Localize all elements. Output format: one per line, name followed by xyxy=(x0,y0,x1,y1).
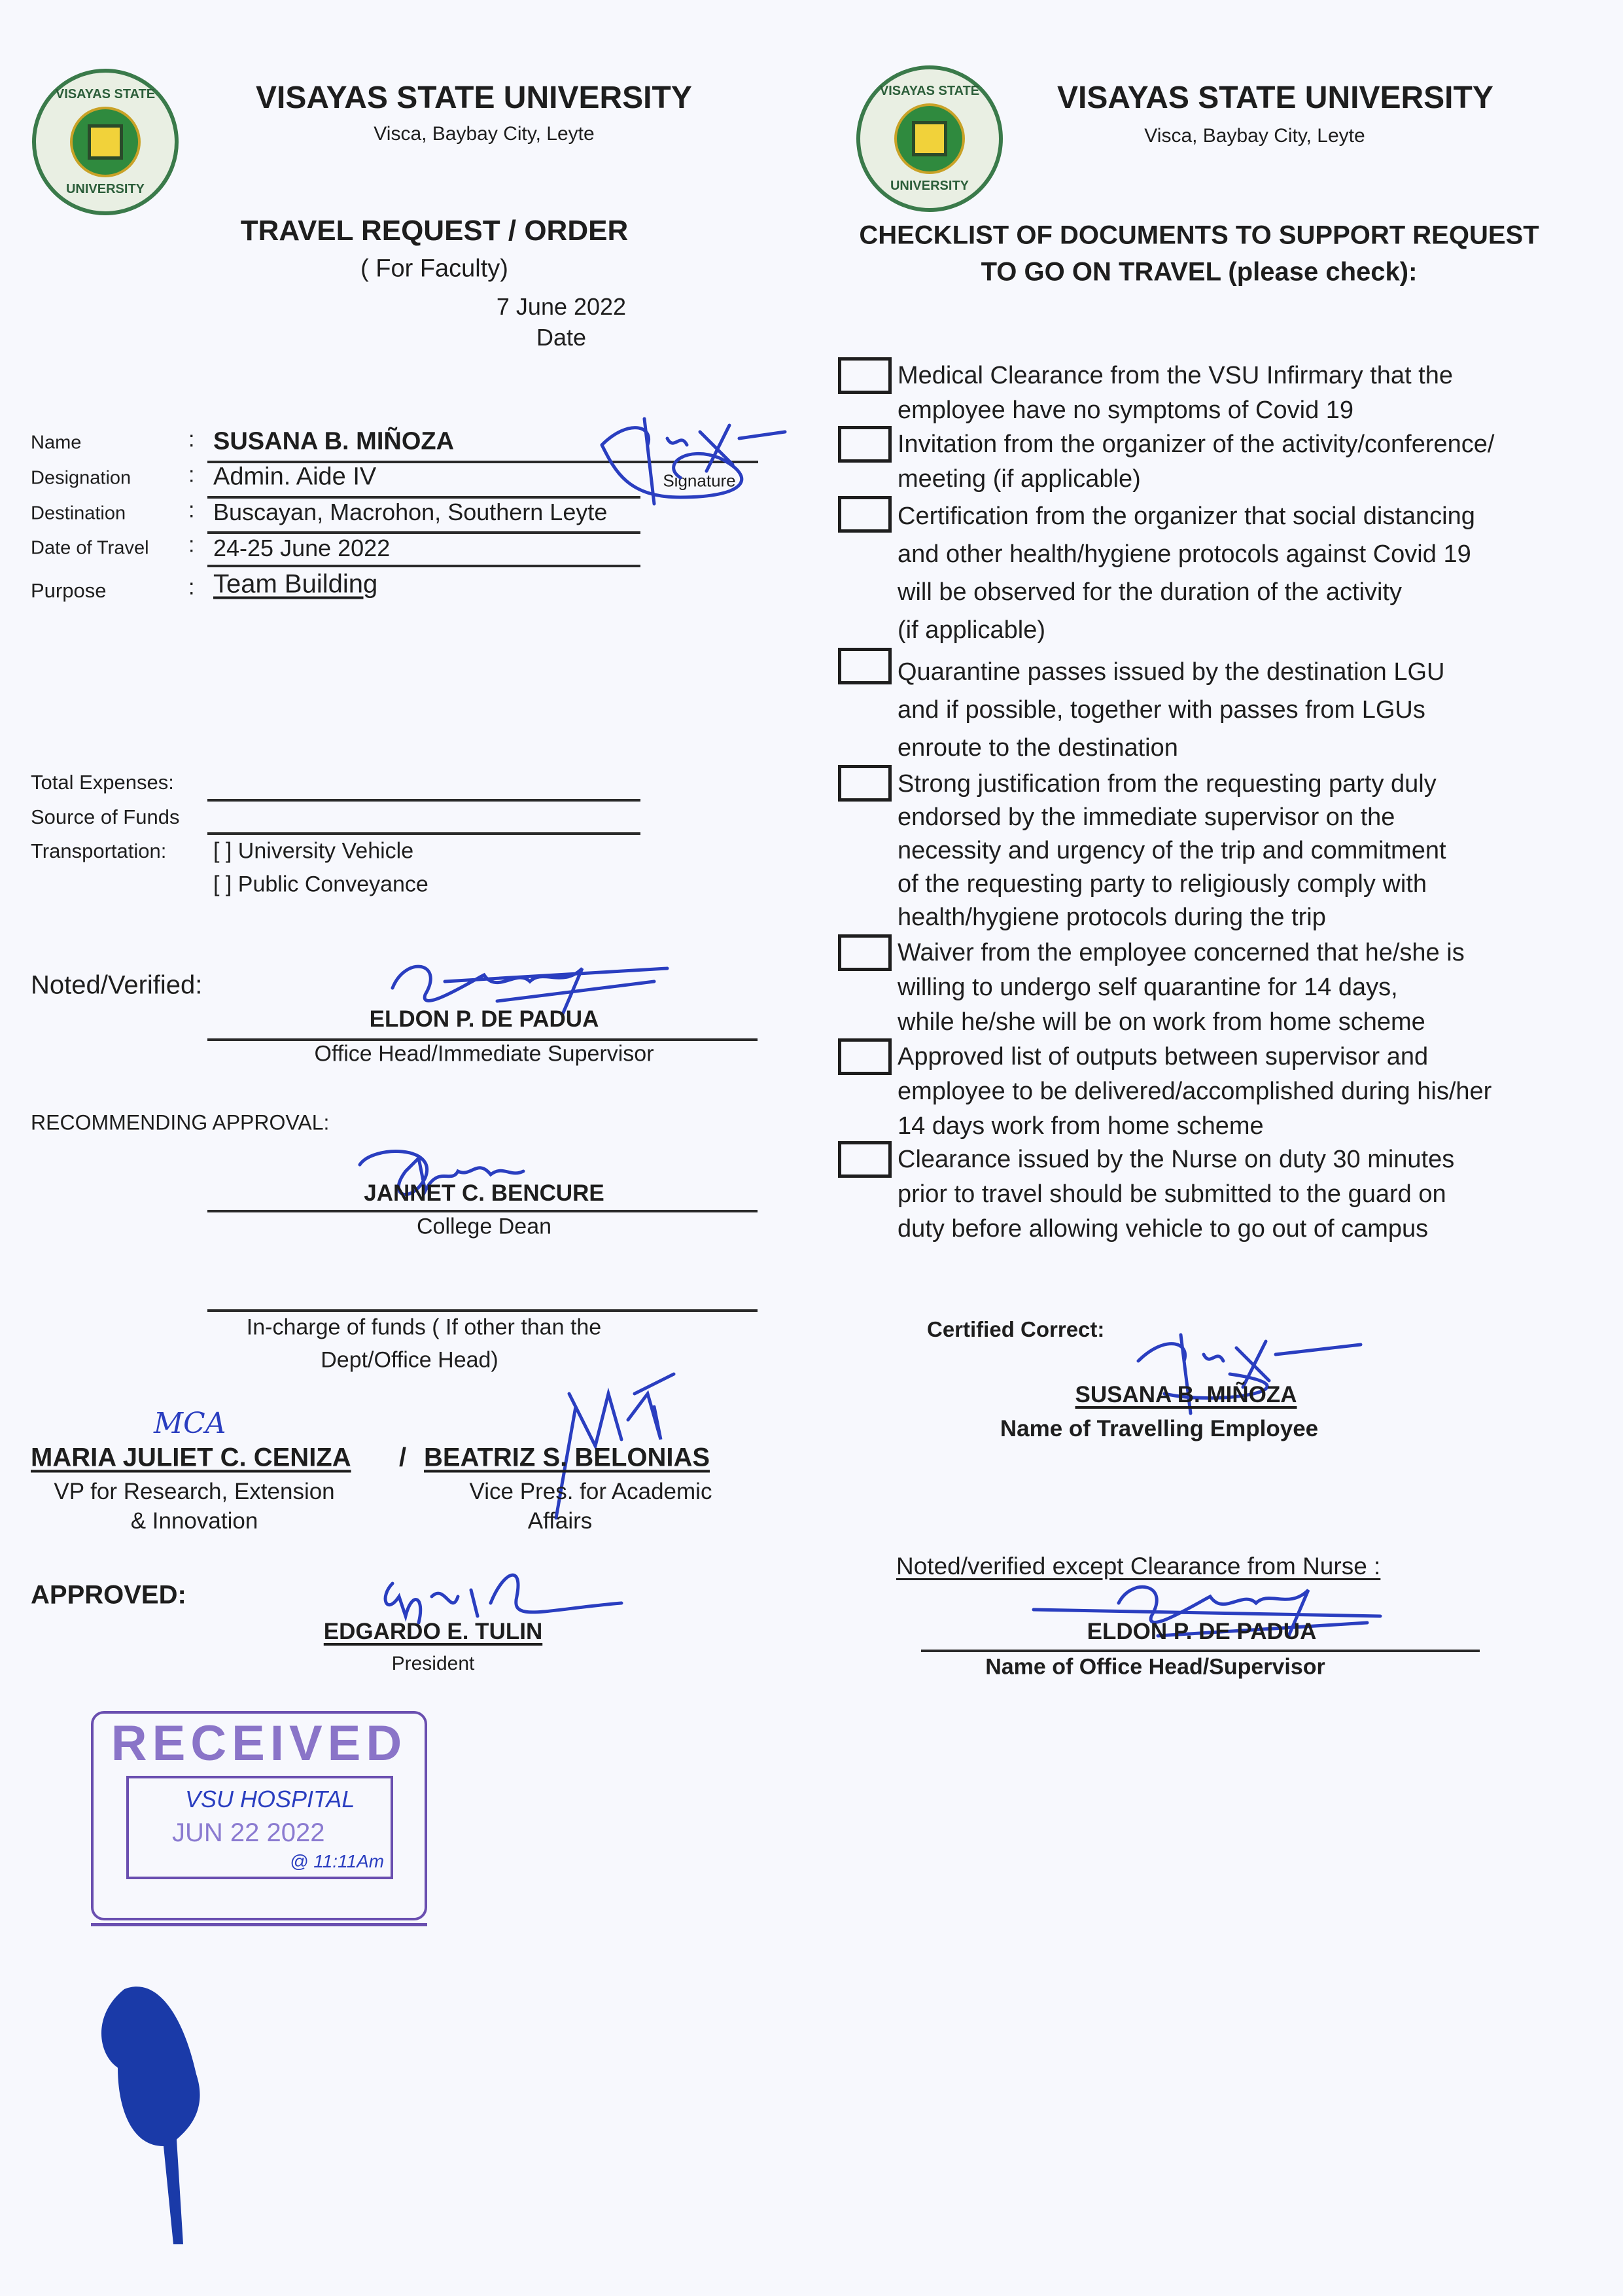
president-name: EDGARDO E. TULIN xyxy=(323,1619,543,1644)
designation-line xyxy=(207,496,640,499)
total-expenses-label: Total Expenses: xyxy=(31,771,174,794)
dean-name: JANNET C. BENCURE xyxy=(364,1180,604,1206)
funds-caption-line2: Dept/Office Head) xyxy=(321,1347,498,1373)
source-of-funds-label: Source of Funds xyxy=(31,805,180,828)
seal-emblem xyxy=(894,103,965,174)
date-label: Date xyxy=(536,324,587,351)
checklist-item: Certification from the organizer that social distancing and other health/hygiene protocols against Covid 19 will be observed for the duration of the activity (if applicable) xyxy=(898,503,1475,644)
checkbox-nurse-clearance[interactable] xyxy=(838,1141,892,1178)
purpose-value: Team Building xyxy=(213,569,378,599)
checkbox-invitation[interactable] xyxy=(838,426,892,463)
colon: : xyxy=(188,427,195,452)
vp-separator: / xyxy=(399,1443,407,1472)
name-value: SUSANA B. MIÑOZA xyxy=(213,427,455,455)
purpose-label: Purpose xyxy=(31,579,107,602)
president-title: President xyxy=(391,1653,475,1674)
form-subtitle: ( For Faculty) xyxy=(360,255,508,283)
signature-label: Signature xyxy=(663,470,736,491)
checklist-item: Waiver from the employee concerned that he/she is willing to undergo self quarantine for 14 days, while he/she will be on work from home scheme xyxy=(898,939,1465,1036)
checkbox-justification[interactable] xyxy=(838,765,892,802)
university-seal-right xyxy=(856,65,1003,212)
destination-label: Destination xyxy=(31,503,126,524)
colon: : xyxy=(188,574,195,600)
date-line xyxy=(207,565,640,567)
checklist-item: Clearance issued by the Nurse on duty 30 minutes prior to travel should be submitted to the guard on duty before allowing vehicle to go out of campus xyxy=(898,1146,1455,1243)
vp-academic-title: Vice Pres. for Academic xyxy=(469,1479,712,1504)
employee-caption: Name of Travelling Employee xyxy=(1000,1416,1319,1441)
checkbox-certification[interactable] xyxy=(838,496,892,533)
noted-verified-label: Noted/Verified: xyxy=(31,970,203,1000)
employee-name: SUSANA B. MIÑOZA xyxy=(1075,1382,1297,1407)
checklist-item: Quarantine passes issued by the destination LGU and if possible, together with passes from LGUs enroute to the destination xyxy=(898,658,1445,762)
funds-signature-line xyxy=(207,1309,758,1312)
date-of-travel-label: Date of Travel xyxy=(31,537,149,559)
seal-text: VISAYAS STATE xyxy=(55,87,156,101)
university-name: VISAYAS STATE UNIVERSITY xyxy=(256,80,692,115)
supervisor-name: ELDON P. DE PADUA xyxy=(1087,1619,1317,1644)
transportation-label: Transportation: xyxy=(31,839,167,862)
designation-value: Admin. Aide IV xyxy=(213,463,377,491)
form-title: TRAVEL REQUEST / ORDER xyxy=(240,215,629,247)
stamp-time: @ 11:11Am xyxy=(290,1851,385,1871)
vp-research-name: MARIA JULIET C. CENIZA xyxy=(31,1443,351,1472)
destination-line xyxy=(207,531,640,534)
university-seal-left xyxy=(32,69,179,215)
noted-signature-line xyxy=(207,1038,758,1041)
university-name-right: VISAYAS STATE UNIVERSITY xyxy=(1057,80,1493,115)
total-expenses-line xyxy=(207,799,640,802)
public-conveyance-option[interactable]: [ ] Public Conveyance xyxy=(213,872,428,897)
received-stamp xyxy=(91,1711,427,1920)
recommending-approval-label: RECOMMENDING APPROVAL: xyxy=(31,1110,330,1135)
checkbox-approved-outputs[interactable] xyxy=(838,1038,892,1075)
seal-emblem xyxy=(70,107,141,177)
checklist-item: Approved list of outputs between supervisor and employee to be delivered/accomplished during his/her 14 days work from home scheme xyxy=(898,1043,1492,1140)
noted-name: ELDON P. DE PADUA xyxy=(369,1006,599,1032)
checklist-title-line2: TO GO ON TRAVEL (please check): xyxy=(981,257,1418,287)
seal-text: UNIVERSITY xyxy=(890,179,969,193)
supervisor-signature-line xyxy=(921,1650,1480,1652)
colon: : xyxy=(188,497,195,523)
request-date: 7 June 2022 xyxy=(496,293,627,320)
source-of-funds-line xyxy=(207,832,640,835)
noted-except-label: Noted/verified except Clearance from Nurse : xyxy=(896,1553,1381,1580)
stamp-received-text: RECEIVED xyxy=(111,1716,408,1771)
employee-signature xyxy=(589,406,798,504)
checklist-item: Medical Clearance from the VSU Infirmary that the employee have no symptoms of Covid 19 xyxy=(898,362,1454,424)
checklist-item: Invitation from the organizer of the activity/conference/ meeting (if applicable) xyxy=(898,431,1495,493)
university-vehicle-option[interactable]: [ ] University Vehicle xyxy=(213,838,414,864)
checkbox-quarantine-passes[interactable] xyxy=(838,648,892,684)
vp-research-title: VP for Research, Extension xyxy=(54,1479,335,1504)
designation-label: Designation xyxy=(31,467,131,489)
dean-title: College Dean xyxy=(416,1214,552,1239)
checkbox-waiver[interactable] xyxy=(838,934,892,971)
checklist-title-line1: CHECKLIST OF DOCUMENTS TO SUPPORT REQUEST xyxy=(859,221,1539,250)
colon: : xyxy=(188,462,195,487)
checklist-item: Strong justification from the requesting party duly endorsed by the immediate supervisor on the necessity and urgency of the trip and commitment of the requesting party to religiously comply with health/hygiene protocols during the trip xyxy=(898,770,1446,931)
vp-research-title-2: & Innovation xyxy=(130,1508,258,1534)
name-label: Name xyxy=(31,432,82,453)
stamp-underline xyxy=(91,1923,427,1926)
vp-academic-name: BEATRIZ S. BELONIAS xyxy=(424,1443,710,1472)
checkbox-medical-clearance[interactable] xyxy=(838,357,892,394)
funds-caption-line1: In-charge of funds ( If other than the xyxy=(246,1315,602,1340)
seal-text: UNIVERSITY xyxy=(65,182,145,196)
vp-initials: MCA xyxy=(154,1407,226,1440)
supervisor-caption: Name of Office Head/Supervisor xyxy=(985,1654,1325,1680)
stamp-place: VSU HOSPITAL xyxy=(185,1786,355,1812)
stamp-date: JUN 22 2022 xyxy=(172,1818,325,1847)
approved-label: APPROVED: xyxy=(31,1580,186,1610)
university-address-right: Visca, Baybay City, Leyte xyxy=(1144,125,1365,147)
dean-signature-line xyxy=(207,1210,758,1212)
vp-academic-title-2: Affairs xyxy=(527,1508,593,1534)
ink-blot xyxy=(79,1976,229,2251)
certified-correct-label: Certified Correct: xyxy=(927,1317,1105,1341)
university-address: Visca, Baybay City, Leyte xyxy=(374,123,595,145)
colon: : xyxy=(188,532,195,557)
destination-value: Buscayan, Macrohon, Southern Leyte xyxy=(213,499,608,525)
noted-title: Office Head/Immediate Supervisor xyxy=(314,1041,654,1067)
date-of-travel-value: 24-25 June 2022 xyxy=(213,535,391,561)
seal-text: VISAYAS STATE xyxy=(879,84,980,98)
